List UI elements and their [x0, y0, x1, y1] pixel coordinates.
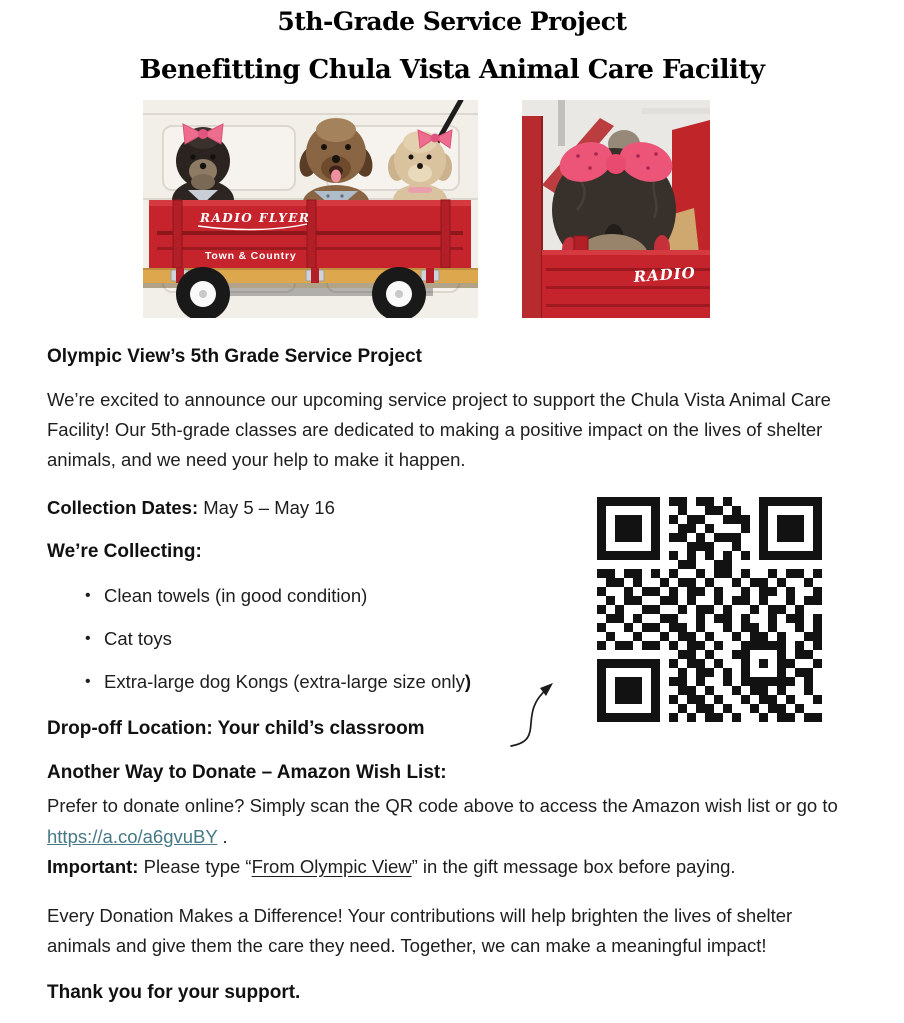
collection-dates-value: May 5 – May 16: [198, 497, 335, 518]
photo-dogs-in-wagon: [143, 100, 478, 318]
list-item-kongs: • Extra-large dog Kongs (extra-large size only): [85, 672, 860, 692]
difference-paragraph: Every Donation Makes a Difference! Your contributions will help brighten the lives of shelter animals and give them the care they need. Together, we can make a meaningful impact!: [47, 904, 793, 956]
thanks-line: Thank you for your support.: [47, 981, 301, 1003]
collecting-heading: We’re Collecting:: [47, 541, 202, 562]
photo-row: [143, 100, 904, 318]
wagon-brand-text: RADIO FLYER: [200, 211, 311, 225]
qr-code: [597, 497, 822, 722]
another-way-heading: Another Way to Donate – Amazon Wish List:: [47, 762, 447, 783]
wagon-brand-partial-text: RADIO: [633, 263, 697, 286]
arrow-to-qr-icon: [504, 672, 576, 754]
photo-dog-closeup: [522, 100, 710, 318]
collection-dates-label: Collection Dates:: [47, 497, 199, 518]
page-subtitle: Benefitting Chula Vista Animal Care Facility: [139, 55, 765, 85]
wagon-model-text: Town & Country: [205, 250, 297, 262]
wagon-side-post: [522, 116, 542, 318]
online-donate-paragraph: Prefer to donate online? Simply scan the QR code above to access the Amazon wish list or go to https://a.co/a6gvuBY . Important: Please type “From Olympic View” in the gift message box before paying.: [47, 795, 838, 877]
wishlist-link[interactable]: https://a.co/a6gvuBY: [47, 825, 218, 847]
important-label: Important:: [47, 856, 139, 877]
intro-paragraph: We’re excited to announce our upcoming service project to support the Chula Vista Animal Care Facility! Our 5th-grade classes are dedicated to making a positive impact on the lives of shelter animals, and we need your help to make it happen.: [47, 389, 831, 470]
gift-message-phrase: From Olympic View: [251, 856, 412, 877]
list-item-towels: • Clean towels (in good condition): [85, 586, 860, 606]
dropoff-line: Drop-off Location: Your child’s classroom: [47, 718, 425, 739]
page-title: 5th-Grade Service Project: [277, 7, 627, 36]
intro-heading: Olympic View’s 5th Grade Service Project: [47, 346, 422, 367]
list-item-cat-toys: • Cat toys: [85, 629, 860, 649]
